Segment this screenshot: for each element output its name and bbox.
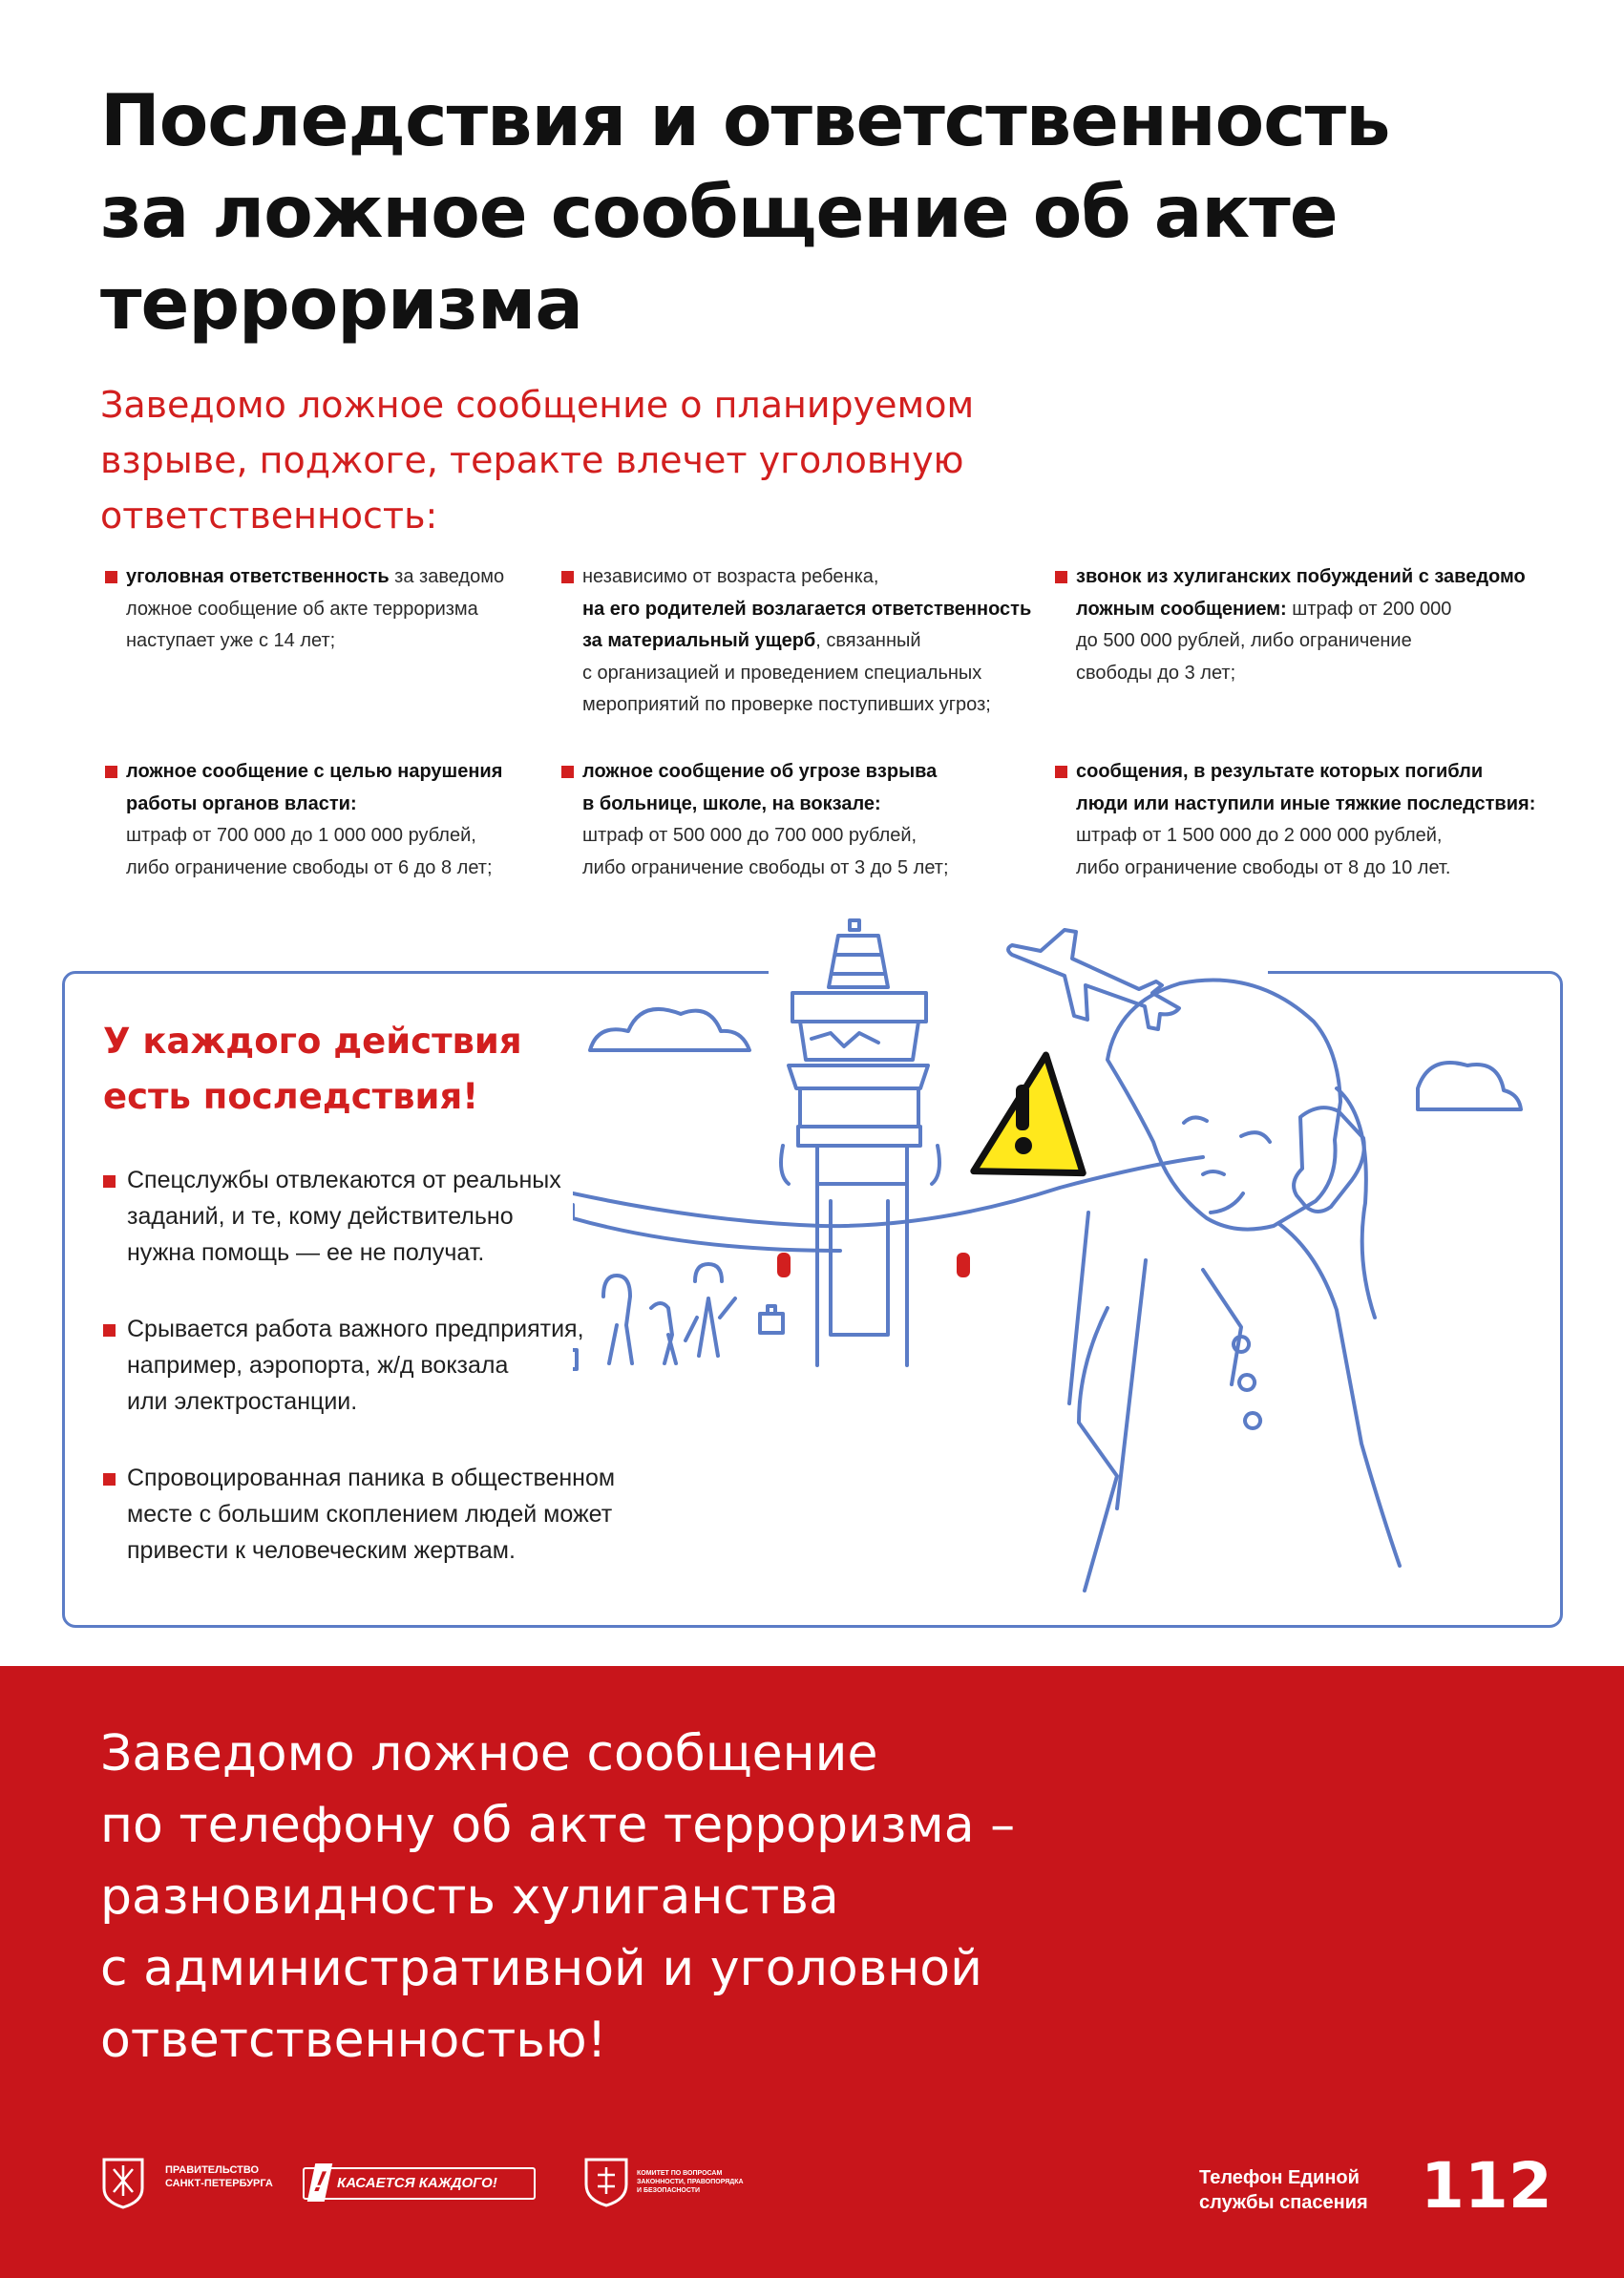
- airplane-icon: [1008, 930, 1179, 1029]
- page-title: Последствия и ответственность за ложное сообщение об акте терроризма: [100, 78, 1390, 346]
- bullet-square-icon: [1055, 571, 1067, 583]
- kasaetsya-kazhdogo-logo: ! КАСАЕТСЯ КАЖДОГО!: [303, 2167, 536, 2200]
- spb-government-logo: [100, 2156, 146, 2209]
- fact-item-explosion: ложное сообщение об угрозе взрыва в больнице, школе, на вокзале: штраф от 500 000 до 700 000 рублей, либо ограничение свободы от 3 до 5 лет;: [582, 756, 949, 884]
- person-figure: [1107, 980, 1340, 1229]
- bullet-square-icon: [1055, 766, 1067, 778]
- government-caption: ПРАВИТЕЛЬСТВО САНКТ-ПЕТЕРБУРГА: [165, 2164, 273, 2189]
- control-tower: [829, 920, 888, 987]
- fact-item-victims: сообщения, в результате которых погибли люди или наступили иные тяжкие последствия: штраф от 1 500 000 до 2 000 000 рублей, либо ограничение свободы от 8 до 10 лет.: [1076, 756, 1535, 884]
- warning-text: Заведомо ложное сообщение по телефону об акте терроризма – разновидность хулиганства с административной и уголовной ответственностью!: [100, 1725, 1016, 2069]
- fact-item-hooligan: звонок из хулиганских побуждений с заведомо ложным сообщением: штраф от 200 000 до 500 000 рублей, либо ограничение свободы до 3 лет;: [1076, 561, 1526, 689]
- fact-item-parents: независимо от возраста ребенка, на его родителей возлагается ответственность за материальный ущерб, связанный с организацией и проведением специальных мероприятий по проверке поступивших угроз;: [582, 561, 1031, 722]
- bullet-square-icon: [105, 571, 117, 583]
- komitet-logo: [580, 2154, 632, 2209]
- komitet-caption: КОМИТЕТ ПО ВОПРОСАМ ЗАКОННОСТИ, ПРАВОПОРЯДКА И БЕЗОПАСНОСТИ: [637, 2170, 744, 2194]
- phone-icon: [1294, 1107, 1364, 1212]
- warning-sign-icon: [966, 1053, 1084, 1181]
- bullet-square-icon: [561, 571, 574, 583]
- consequences-title: У каждого действия есть последствия!: [103, 1021, 522, 1117]
- cloud-icon: [1418, 1063, 1521, 1109]
- airport-caller-illustration: [573, 897, 1575, 1661]
- fact-item-authorities: ложное сообщение с целью нарушения работы органов власти: штраф от 700 000 до 1 000 000 рублей, либо ограничение свободы от 6 до 8 лет;: [126, 756, 502, 884]
- lead-text: Заведомо ложное сообщение о планируемом взрыве, поджоге, теракте влечет уголовную ответственность:: [100, 384, 975, 537]
- bullet-square-icon: [103, 1175, 116, 1188]
- bullet-square-icon: [103, 1324, 116, 1337]
- bullet-square-icon: [103, 1473, 116, 1486]
- fact-item-age: уголовная ответственность за заведомо ложное сообщение об акте терроризма наступает уже с 14 лет;: [126, 561, 504, 658]
- emergency-phone-number[interactable]: 112: [1421, 2149, 1552, 2223]
- bullet-square-icon: [561, 766, 574, 778]
- footer: [0, 2139, 1624, 2234]
- consequence-item-panic: Спровоцированная паника в общественном месте с большим скоплением людей может привести к человеческим жертвам.: [127, 1460, 615, 1569]
- cloud-icon: [590, 1009, 749, 1050]
- exclamation-icon: !: [307, 2163, 333, 2202]
- consequence-item-services: Спецслужбы отвлекаются от реальных заданий, и те, кому действительно нужна помощь — ее не получат.: [127, 1162, 561, 1271]
- emergency-phone-label: Телефон Единой службы спасения: [1199, 2167, 1368, 2213]
- consequence-item-enterprise: Срывается работа важного предприятия, например, аэропорта, ж/д вокзала или электростанции.: [127, 1311, 584, 1420]
- bullet-square-icon: [105, 766, 117, 778]
